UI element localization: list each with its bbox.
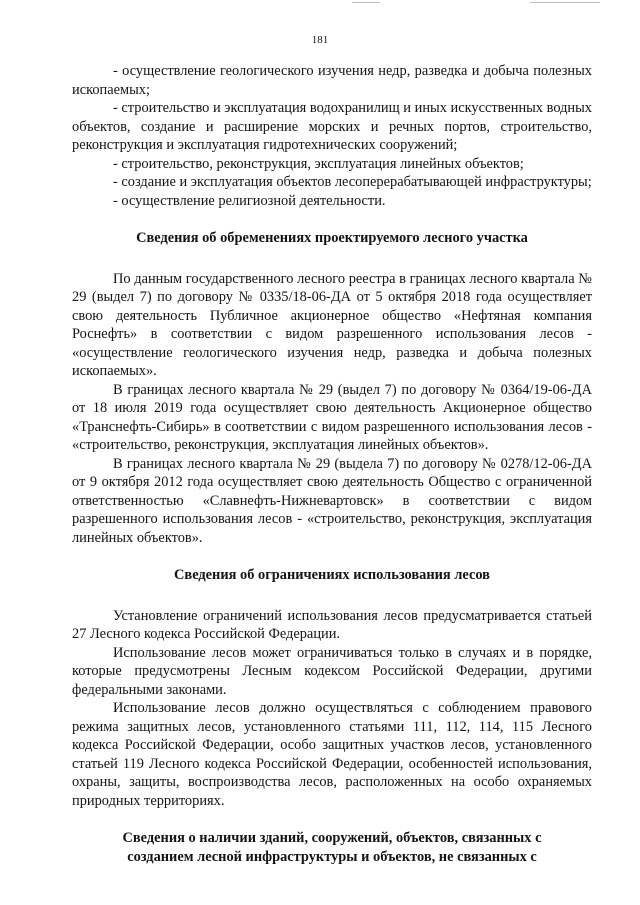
section-heading-line: Сведения о наличии зданий, сооружений, объектов, связанных с bbox=[122, 830, 542, 846]
scan-artifact bbox=[530, 2, 600, 3]
section-heading: Сведения об обременениях проектируемого лесного участка bbox=[136, 230, 528, 246]
paragraph: Использование лесов может ограничиваться только в случаях и в порядке, которые предусмотрены Лесным кодексом Российской Федерации, другими федеральными законами. bbox=[72, 644, 592, 698]
list-item: - строительство, реконструкция, эксплуатация линейных объектов; bbox=[113, 155, 524, 172]
paragraph: Установление ограничений использования лесов предусматривается статьей 27 Лесного кодекса Российской Федерации. bbox=[72, 607, 592, 642]
section-heading-line: созданием лесной инфраструктуры и объектов, не связанных с bbox=[127, 849, 537, 865]
list-item: - осуществление геологического изучения недр, разведка и добыча полезных ископаемых; bbox=[72, 63, 592, 98]
document-body bbox=[72, 62, 592, 867]
paragraph: В границах лесного квартала № 29 (выдел 7) по договору № 0364/19-06-ДА от 18 июля 2019 года осуществляет свою деятельность Акционерное общество «Транснефть-Сибирь» в соответствии с видом разрешенного использования лесов - «строительство, реконструкция, эксплуатация линейных объектов». bbox=[72, 381, 592, 453]
section-heading: Сведения об ограничениях использования лесов bbox=[174, 567, 490, 583]
page-number: 181 bbox=[311, 34, 329, 46]
list-item: - создание и эксплуатация объектов лесоперерабатывающей инфраструктуры; bbox=[113, 174, 592, 190]
scan-artifact bbox=[352, 2, 380, 3]
list-item: - строительство и эксплуатация водохранилищ и иных искусственных водных объектов, создание и расширение морских и речных портов, строительство, реконструкция и эксплуатация гидротехнических сооружений; bbox=[72, 100, 592, 153]
section-heading bbox=[72, 829, 592, 867]
list-item: - осуществление религиозной деятельности. bbox=[113, 192, 386, 209]
paragraph: Использование лесов должно осуществляться с соблюдением правового режима защитных лесов, установленного статьями 111, 112, 114, 115 Лесного кодекса Российской Федерации, особо защитных участков лесов, установленного статьей 119 Лесного кодекса Российской Федерации, особенностей использования, охраны, защиты, воспроизводства лесов, расположенных на особо охраняемых природных территориях. bbox=[72, 700, 592, 809]
paragraph: По данным государственного лесного реестра в границах лесного квартала № 29 (выдел 7) по договору № 0335/18-06-ДА от 5 октября 2018 года осуществляет свою деятельность Публичное акционерное общество «Нефтяная компания Роснефть» в соответствии с видом разрешенного использования лесов - «осуществление геологического изучения недр, разведка и добыча полезных ископаемых». bbox=[72, 270, 592, 379]
paragraph: В границах лесного квартала № 29 (выдела 7) по договору № 0278/12-06-ДА от 9 октября 2012 года осуществляет свою деятельность Общество с ограниченной ответственностью «Славнефть-Нижневартовск» в соответствии с видом разрешенного использования лесов - «строительство, реконструкция, эксплуатация линейных объектов». bbox=[72, 455, 592, 546]
